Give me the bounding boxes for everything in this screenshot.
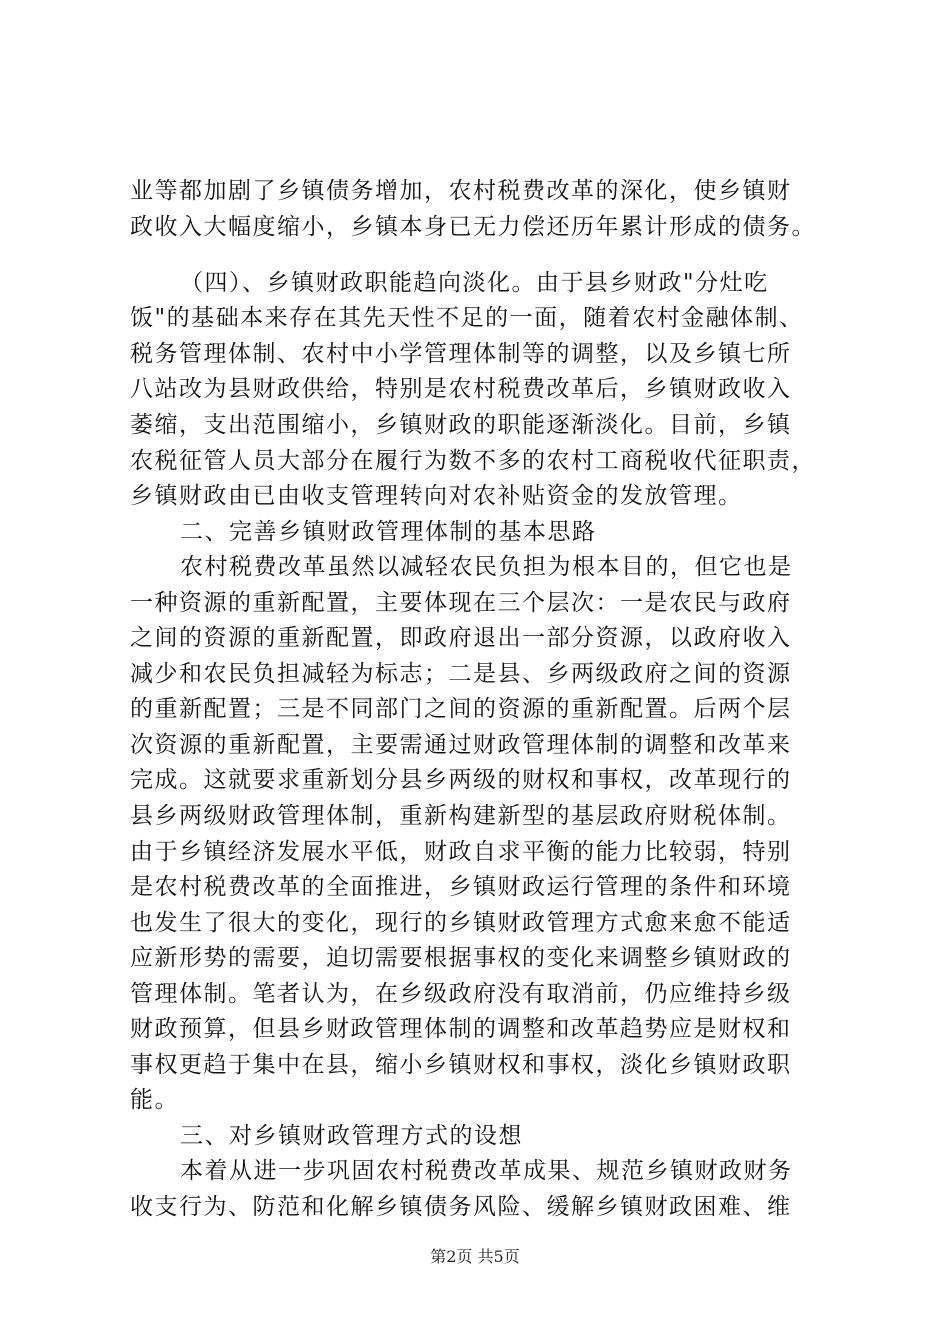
text-line: 一种资源的重新配置，主要体现在三个层次：一是农民与政府 xyxy=(130,589,792,616)
text-line: 农村税费改革虽然以减轻农民负担为根本目的，但它也是 xyxy=(180,554,793,581)
text-line: 萎缩，支出范围缩小，乡镇财政的职能逐渐淡化。目前，乡镇 xyxy=(130,412,792,438)
text-line: 次资源的重新配置，主要需通过财政管理体制的调整和改革来 xyxy=(130,731,792,758)
text-line: 也发生了很大的变化，现行的乡镇财政管理方式愈来愈不能适 xyxy=(130,909,792,936)
text-line: 是农村税费改革的全面推进，乡镇财政运行管理的条件和环境 xyxy=(130,874,792,901)
text-line: （四）、乡镇财政职能趋向淡化。由于县乡财政"分灶吃 xyxy=(180,269,769,296)
text-line: 乡镇财政由已由收支管理转向对农补贴资金的发放管理。 xyxy=(130,483,743,510)
text-line: 应新形势的需要，迫切需要根据事权的变化来调整乡镇财政的 xyxy=(130,945,792,972)
text-line: 业等都加剧了乡镇债务增加，农村税费改革的深化，使乡镇财 xyxy=(130,178,792,204)
text-line: 事权更趋于集中在县，缩小乡镇财权和事权，淡化乡镇财政职 xyxy=(130,1051,792,1078)
text-line: 能。 xyxy=(130,1087,179,1114)
text-line: 县乡两级财政管理体制，重新构建新型的基层政府财税体制。 xyxy=(130,803,792,829)
section-heading: 三、对乡镇财政管理方式的设想 xyxy=(180,1122,523,1149)
text-line: 管理体制。笔者认为，在乡级政府没有取消前，仍应维持乡级 xyxy=(130,980,792,1007)
text-line: 农税征管人员大部分在履行为数不多的农村工商税收代征职责， xyxy=(130,447,816,474)
text-line: 饭"的基础本来存在其先天性不足的一面，随着农村金融体制、 xyxy=(130,305,804,332)
text-line: 由于乡镇经济发展水平低，财政自求平衡的能力比较弱，特别 xyxy=(130,838,792,865)
text-line: 完成。这就要求重新划分县乡两级的财权和事权，改革现行的 xyxy=(130,767,792,794)
text-line: 减少和农民负担减轻为标志；二是县、乡两级政府之间的资源 xyxy=(130,660,792,687)
page-number: 第2页 共5页 xyxy=(430,1247,520,1266)
text-line: 本着从进一步巩固农村税费改革成果、规范乡镇财政财务 xyxy=(180,1158,793,1185)
text-line: 税务管理体制、农村中小学管理体制等的调整，以及乡镇七所 xyxy=(130,340,792,367)
text-line: 收支行为、防范和化解乡镇债务风险、缓解乡镇财政困难、维 xyxy=(130,1194,792,1220)
text-line: 之间的资源的重新配置，即政府退出一部分资源，以政府收入 xyxy=(130,625,792,652)
text-line: 的重新配置；三是不同部门之间的资源的重新配置。后两个层 xyxy=(130,696,792,723)
text-line: 财政预算，但县乡财政管理体制的调整和改革趋势应是财权和 xyxy=(130,1016,792,1043)
section-heading: 二、完善乡镇财政管理体制的基本思路 xyxy=(180,518,597,545)
text-line: 政收入大幅度缩小，乡镇本身已无力偿还历年累计形成的债务。 xyxy=(130,213,816,240)
text-line: 八站改为县财政供给，特别是农村税费改革后，乡镇财政收入 xyxy=(130,376,792,403)
